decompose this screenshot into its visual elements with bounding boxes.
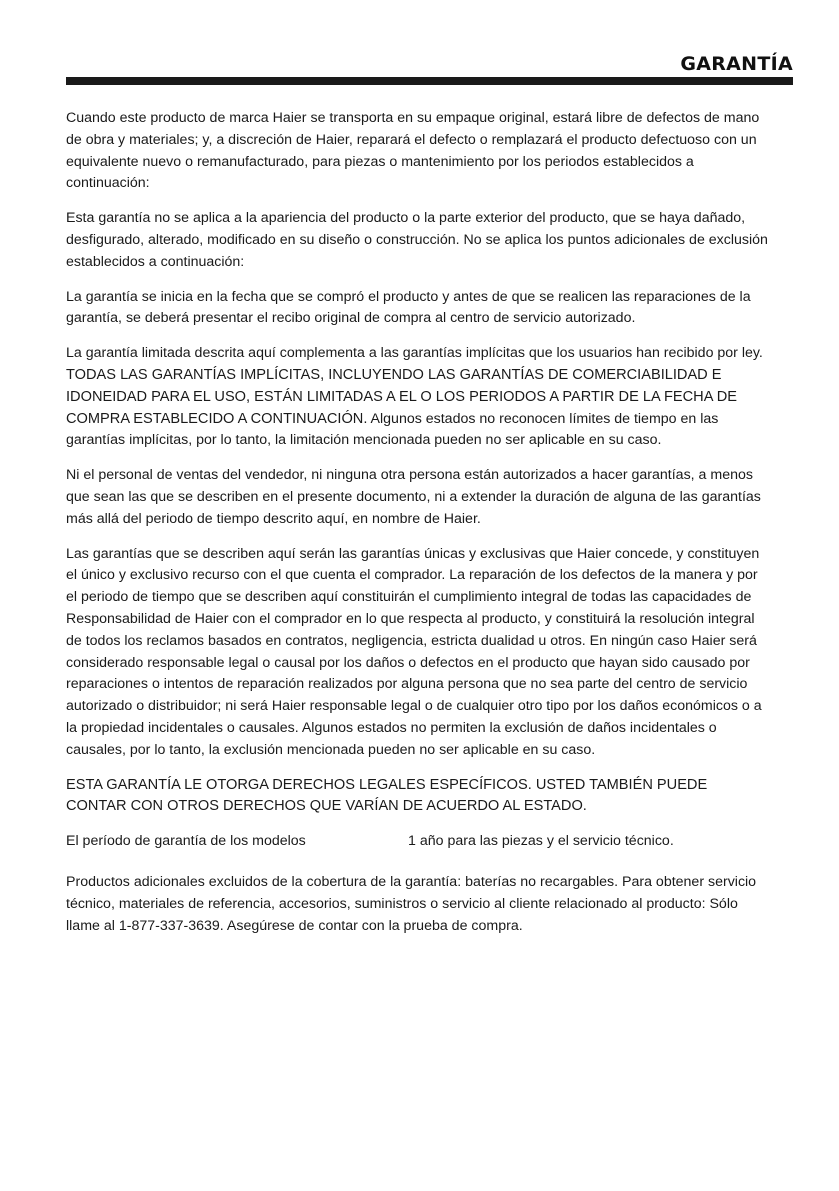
paragraph-additional-exclusions: Productos adicionales excluidos de la cobertura de la garantía: baterías no recargables. Para obtener servicio técnico, materiales de referencia, accesorios, suministros o servicio al cliente relacionado al producto: Sólo llame al 1-877-337-3639. Asegúrese de contar con la prueba de compra. [66,874,757,934]
header-rule [66,77,793,85]
implied-warranties-intro: La garantía limitada descrita aquí complementa a las garantías implícitas que los usuarios han recibido por ley. [66,345,763,362]
warranty-body [66,108,771,951]
implied-warranties-note: Algunos estados no reconocen límites de tiempo en las garantías implícitas, por lo tanto, la limitación mencionada pueden no ser aplicable en su caso. [66,410,719,449]
page-title: GARANTÍA [680,53,793,75]
paragraph-implied-warranties [66,343,771,452]
paragraph-authorization: Ni el personal de ventas del vendedor, ni ninguna otra persona están autorizados a hacer garantías, a menos que sean las que se describen en el presente documento, ni a extender la duración de alguna de las garantías más allá del periodo de tiempo descrito aquí, en nombre de Haier. [66,467,761,527]
paragraph-coverage: Cuando este producto de marca Haier se transporta en su empaque original, estará libre de defectos de mano de obra y materiales; y, a discreción de Haier, reparará el defecto o remplazará el producto defectuoso con un equivalente nuevo o remanufacturado, para piezas o mantenimiento por los periodos establecidos a continuación: [66,110,760,192]
paragraph-exclusions: Esta garantía no se aplica a la apariencia del producto o la parte exterior del producto, que se haya dañado, desfigurado, alterado, modificado en su diseño o construcción. No se aplica los puntos adicionales de exclusión establecidos a continuación: [66,210,768,270]
paragraph-start-date: La garantía se inicia en la fecha que se compró el producto y antes de que se realicen las reparaciones de la garantía, se deberá presentar el recibo original de compra al centro de servicio autorizado. [66,288,751,327]
warranty-period-value: 1 año para las piezas y el servicio técnico. [408,832,674,849]
warranty-period-row [66,831,771,853]
implied-warranties-caps: TODAS LAS GARANTÍAS IMPLÍCITAS, INCLUYENDO LAS GARANTÍAS DE COMERCIABILIDAD E IDONEIDAD PARA EL USO, ESTÁN LIMITADAS A EL O LOS PERIODOS A PARTIR DE LA FECHA DE COMPRA ESTABLECIDO A CONTINUACIÓN. [66,366,737,427]
warranty-period-label: El período de garantía de los modelos [66,832,306,849]
paragraph-exclusive-remedy: Las garantías que se describen aquí serán las garantías únicas y exclusivas que Haier concede, y constituyen el único y exclusivo recurso con el que cuenta el comprador. La reparación de los defectos de la manera y por el periodo de tiempo que se describen aquí constituirán el cumplimiento integral de todas las capacidades de Responsabilidad de Haier con el comprador en lo que respecta al producto, y constituirá la resolución integral de todos los reclamos basados en contratos, negligencia, estricta dualidad u otros. En ningún caso Haier será considerado responsable legal o causal por los daños o defectos en el producto que hayan sido causado por reparaciones o intentos de reparación realizados por alguna persona que no sea parte del centro de servicio autorizado o distribuidor; ni será Haier responsable legal o de cualquier otro tipo por los daños económicos o a la propiedad incidentales o causales. Algunos estados no permiten la exclusión de daños incidentales o causales, por lo tanto, la exclusión mencionada pueden no ser aplicable en su caso. [66,545,762,758]
paragraph-legal-rights: ESTA GARANTÍA LE OTORGA DERECHOS LEGALES ESPECÍFICOS. USTED TAMBIÉN PUEDE CONTAR CON OTROS DERECHOS QUE VARÍAN DE ACUERDO AL ESTADO. [66,776,708,815]
